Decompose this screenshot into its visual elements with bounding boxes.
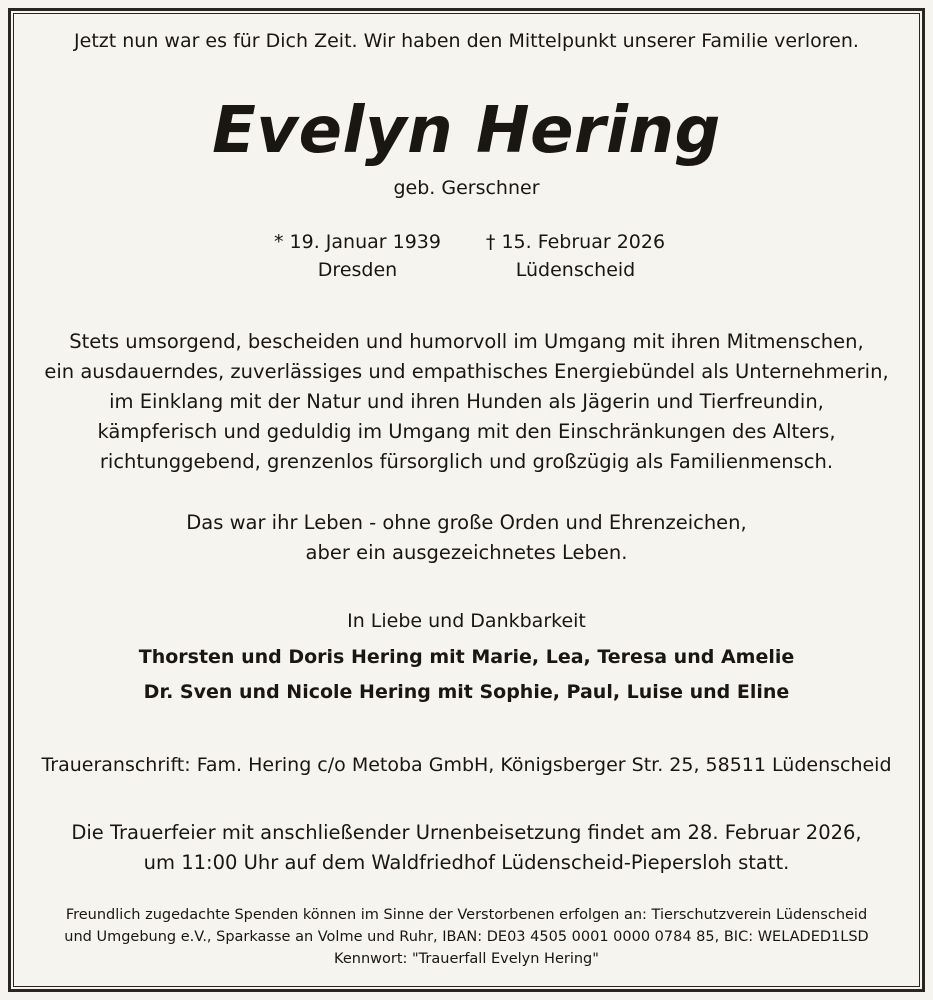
donation-line: Freundlich zugedachte Spenden können im Sinne der Verstorbenen erfolgen an: Tierschutzverein Lüdenscheid — [65, 907, 868, 923]
maiden-name: geb. Gerschner — [393, 177, 540, 199]
quote-line: aber ein ausgezeichnetes Leben. — [305, 541, 628, 564]
biography-line: richtunggebend, grenzenlos fürsorglich und großzügig als Familienmensch. — [99, 450, 834, 473]
mourner-family: Dr. Sven und Nicole Hering mit Sophie, Paul, Luise und Eline — [143, 681, 790, 703]
donation-info — [22, 904, 911, 970]
biography-line: im Einklang mit der Natur und ihren Hunden als Jägerin und Tierfreundin, — [109, 390, 824, 413]
biography-line: kämpferisch und geduldig im Umgang mit den Einschränkungen des Alters, — [97, 420, 836, 443]
death-date: † 15. Februar 2026 — [485, 231, 666, 253]
funeral-line: um 11:00 Uhr auf dem Waldfriedhof Lüdenscheid-Piepersloh statt. — [143, 851, 790, 874]
donation-line: Kennwort: "Trauerfall Evelyn Hering" — [334, 951, 599, 967]
mourner-family: Thorsten und Doris Hering mit Marie, Lea, Teresa und Amelie — [138, 646, 795, 668]
obituary-notice — [22, 22, 911, 978]
biography-line: Stets umsorgend, bescheiden und humorvoll im Umgang mit ihren Mitmenschen, — [69, 330, 864, 353]
mourners-intro: In Liebe und Dankbarkeit — [347, 610, 586, 632]
deceased-name: Evelyn Hering — [212, 94, 721, 168]
death-info — [481, 228, 671, 284]
quote-line: Das war ihr Leben - ohne große Orden und Ehrenzeichen, — [186, 511, 747, 534]
quote — [22, 508, 911, 568]
funeral-line: Die Trauerfeier mit anschließender Urnenbeisetzung findet am 28. Februar 2026, — [71, 821, 862, 844]
birth-place: Dresden — [317, 259, 398, 281]
birth-date: * 19. Januar 1939 — [274, 231, 441, 253]
birth-info — [263, 228, 453, 284]
life-dates — [22, 228, 911, 284]
funeral-info — [22, 818, 911, 878]
motto: Jetzt nun war es für Dich Zeit. Wir haben den Mittelpunkt unserer Familie verloren. — [74, 30, 859, 52]
donation-line: und Umgebung e.V., Sparkasse an Volme und Ruhr, IBAN: DE03 4505 0001 0000 0784 85, BIC: WELADED1LSD — [64, 929, 869, 945]
biography — [22, 327, 911, 477]
death-place: Lüdenscheid — [515, 259, 636, 281]
biography-line: ein ausdauerndes, zuverlässiges und empathisches Energiebündel als Unternehmerin, — [44, 360, 889, 383]
mourning-address: Traueranschrift: Fam. Hering c/o Metoba GmbH, Königsberger Str. 25, 58511 Lüdenscheid — [41, 754, 892, 776]
